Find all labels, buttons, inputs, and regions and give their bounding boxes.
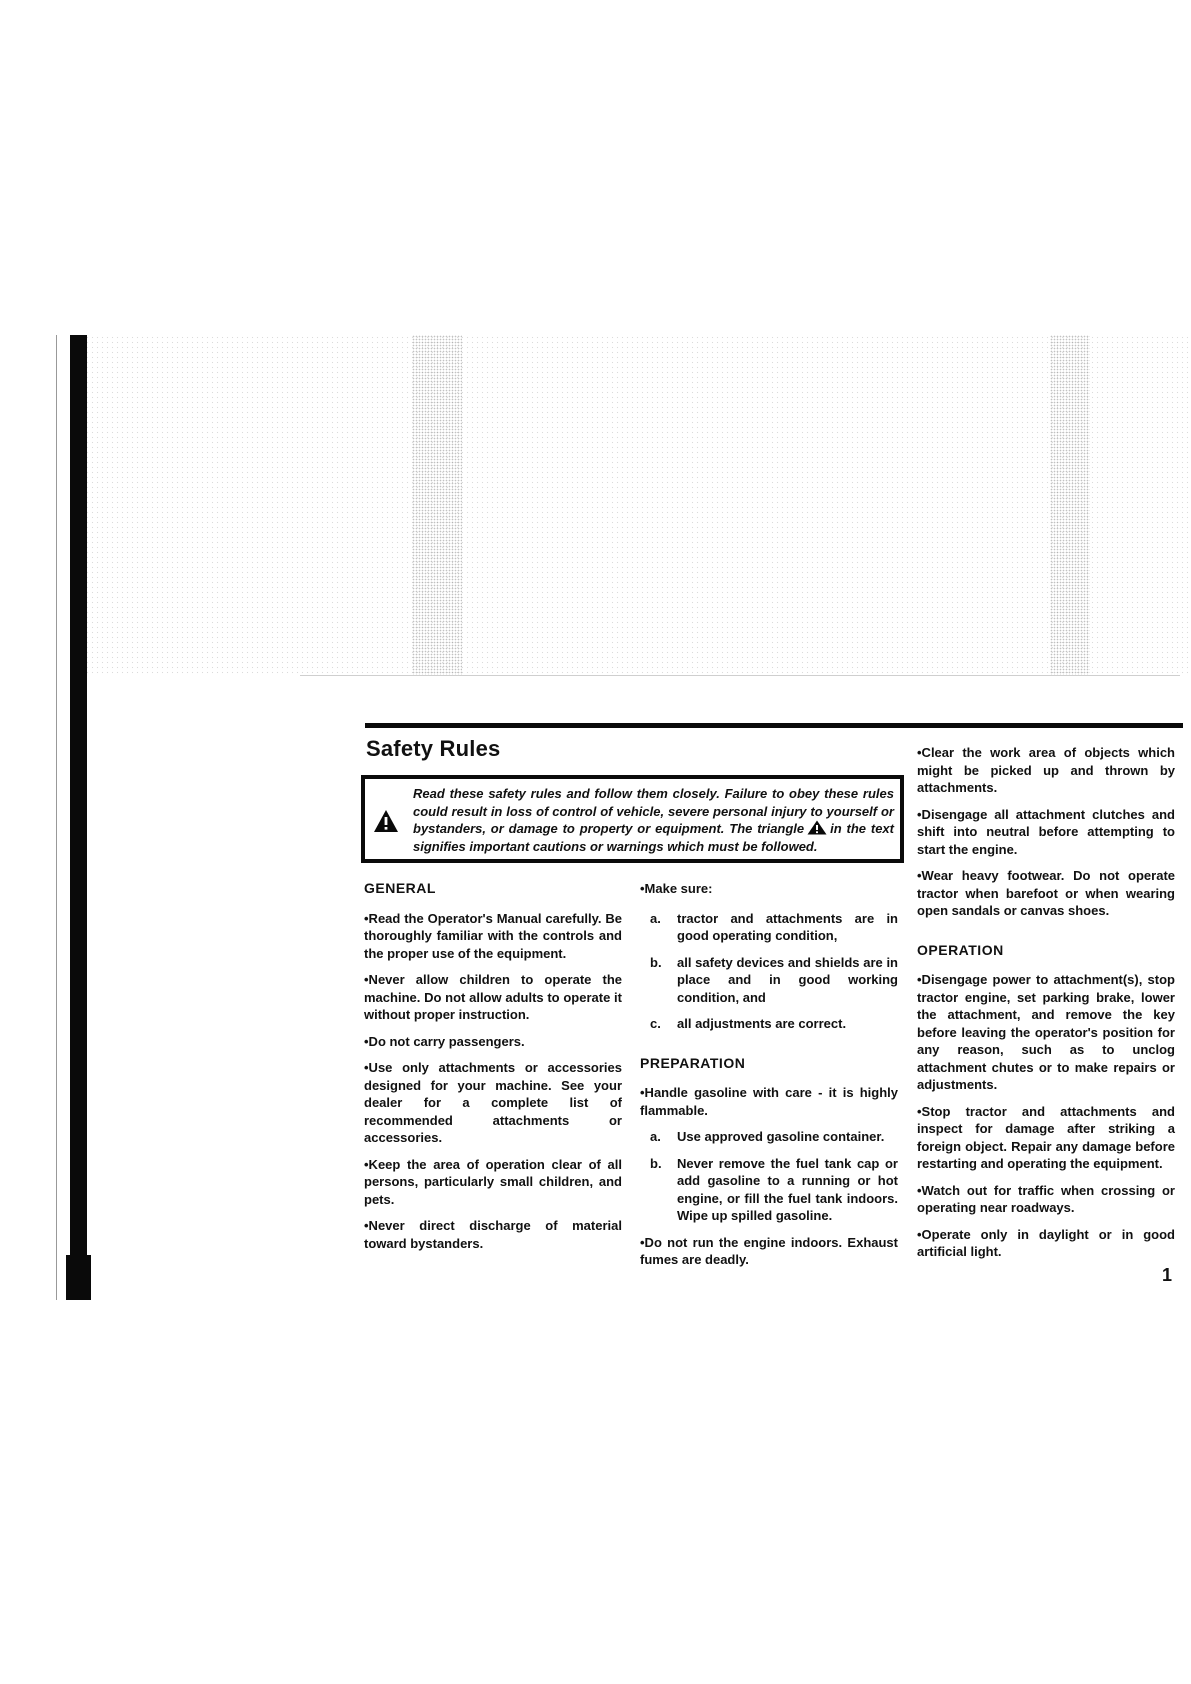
column-general: [364, 880, 622, 1261]
item-text: Use approved gasoline container.: [677, 1129, 885, 1144]
make-sure-item: [640, 910, 898, 945]
warning-box: [361, 775, 904, 863]
operation-item: •Disengage power to attachment(s), stop tractor engine, set parking brake, lower the attachment, and remove the key before leaving the operator's position for any reason, such as to unclog attachment chutes or to make repairs or adjustments.: [917, 972, 1175, 1092]
item-label: a.: [650, 910, 661, 926]
warning-triangle-icon: [373, 809, 399, 833]
binding-line: [56, 335, 57, 1300]
scan-noise-band: [412, 335, 462, 675]
operation-item: •Stop tractor and attachments and inspect for damage after striking a foreign object. Repair any damage before restarting and operating the equipment.: [917, 1103, 1175, 1171]
preparation-item: [640, 1155, 898, 1225]
item-label: c.: [650, 1016, 661, 1031]
section-heading-operation: OPERATION: [917, 941, 1004, 958]
general-item: •Never direct discharge of material toward bystanders.: [364, 1218, 622, 1251]
page-number: 1: [1162, 1265, 1173, 1285]
general-item: •Do not carry passengers.: [364, 1033, 525, 1049]
warning-text-part1: Read these safety rules and follow them closely. Failure to obey these rules could result in loss of control of vehicle, severe personal injury to yourself or bystanders, or damage to property or equipment. The triangle: [413, 786, 894, 836]
column-preparation: [640, 880, 898, 1278]
scan-noise: [70, 335, 1188, 675]
item-text: all adjustments are correct.: [677, 1016, 847, 1031]
page-title: Safety Rules: [366, 736, 501, 761]
item-text: Never remove the fuel tank cap or add gasoline to a running or hot engine, or fill the fuel tank indoors. Wipe up spilled gasoline.: [677, 1155, 898, 1223]
item-label: a.: [650, 1129, 661, 1144]
operation-item: •Watch out for traffic when crossing or operating near roadways.: [917, 1182, 1175, 1215]
preparation-intro: •Handle gasoline with care - it is highly flammable.: [640, 1085, 898, 1118]
general-item: •Keep the area of operation clear of all persons, particularly small children, and pets.: [364, 1156, 622, 1207]
safety-item: •Wear heavy footwear. Do not operate tractor when barefoot or when wearing open sandals or canvas shoes.: [917, 868, 1175, 918]
general-item: •Never allow children to operate the machine. Do not allow adults to operate it without proper instruction.: [364, 972, 622, 1022]
warning-text-part2: in the text signifies important cautions or warnings which must be followed.: [413, 821, 894, 854]
preparation-after: •Do not run the engine indoors. Exhaust fumes are deadly.: [640, 1234, 898, 1267]
scan-noise-band: [1050, 335, 1090, 675]
item-label: b.: [650, 954, 662, 970]
general-item: •Read the Operator's Manual carefully. Be thoroughly familiar with the controls and the proper use of the equipment.: [364, 910, 622, 961]
item-text: all safety devices and shields are in place and in good working condition, and: [677, 954, 898, 1005]
general-item: •Use only attachments or accessories designed for your machine. See your dealer for a complete list of recommended attachments or accessories.: [364, 1060, 622, 1145]
preparation-item: [640, 1128, 898, 1146]
binding-edge-foot: [66, 1255, 91, 1300]
make-sure-intro: •Make sure:: [640, 881, 713, 896]
header-rule: [365, 723, 1183, 728]
item-text: tractor and attachments are in good operating condition,: [677, 910, 898, 943]
item-label: b.: [650, 1155, 662, 1171]
safety-item: •Disengage all attachment clutches and shift into neutral before attempting to start the engine.: [917, 806, 1175, 857]
safety-item: •Clear the work area of objects which might be picked up and thrown by attachments.: [917, 745, 1175, 795]
column-operation: [917, 744, 1175, 1270]
make-sure-item: [640, 1015, 898, 1033]
make-sure-item: [640, 954, 898, 1007]
operation-item: •Operate only in daylight or in good artificial light.: [917, 1226, 1175, 1259]
section-heading-preparation: PREPARATION: [640, 1054, 746, 1071]
binding-edge: [70, 335, 87, 1300]
warning-triangle-icon: [807, 820, 827, 835]
warning-text: [375, 785, 894, 855]
scan-fold-line: [300, 675, 1180, 676]
section-heading-general: GENERAL: [364, 880, 436, 896]
